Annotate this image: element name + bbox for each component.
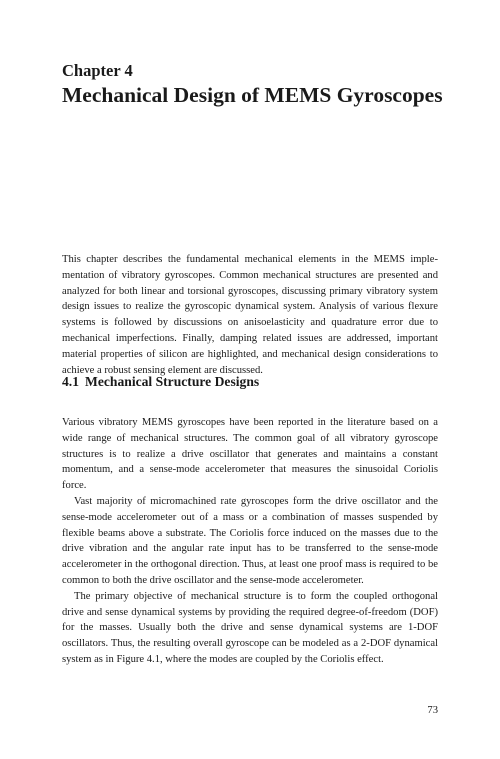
- chapter-label: Chapter 4: [62, 61, 133, 80]
- section-body: [62, 415, 438, 668]
- body-paragraph: Various vibratory MEMS gyroscopes have been reported in the literature based on a wide range of mechanical structures. The common goal of all vibratory gyroscope structures is to realize a drive oscillator that generates and maintains a constant momentum, and a sense-mode accelerometer that measures the sinusoidal Coriolis force.: [62, 417, 438, 492]
- body-paragraph: The primary objective of mechanical structure is to form the coupled orthogonal drive and sense dynamical systems by providing the required degree-of-freedom (DOF) for the masses. Usually both the drive and sense dynamical systems are 1-DOF oscillators. Thus, the resulting overall gyroscope can be modeled as a 2-DOF dynamical system as in Figure 4.1, where the modes are coupled by the Coriolis effect.: [62, 590, 438, 665]
- chapter-title: Mechanical Design of MEMS Gyroscopes: [62, 83, 443, 107]
- page-number: 73: [427, 705, 438, 716]
- section-heading: [62, 373, 259, 391]
- section-number: 4.1: [62, 374, 79, 389]
- body-paragraph: Vast majority of micromachined rate gyroscopes form the drive oscillator and the sense-mode accelerometer out of a mass or a combination of masses suspended by flexible beams above a substrate. The Coriolis force induced on the masses due to the drive vibration and the angular rate input has to be transferred to the sense-mode accelerometer in the orthogonal direction. Thus, at least one proof mass is required to be common to both the drive oscillator and the sense-mode accelerometer.: [62, 495, 438, 586]
- section-title-text: Mechanical Structure Designs: [85, 374, 260, 389]
- chapter-abstract: This chapter describes the fundamental mechanical elements in the MEMS implementation of vibratory gyroscopes. Common mechanical structures are presented and analyzed for both linear and torsional gyroscopes, discussing primary vibratory system design issues to realize the gyroscopic dynamical system. Analysis of various flexure systems is followed by discussions on anisoelasticity and quadrature error due to mechanical imperfections. Finally, damping related issues are addressed, important material properties of silicon are highlighted, and mechanical design considerations to achieve a robust sensing element are discussed.: [62, 254, 438, 376]
